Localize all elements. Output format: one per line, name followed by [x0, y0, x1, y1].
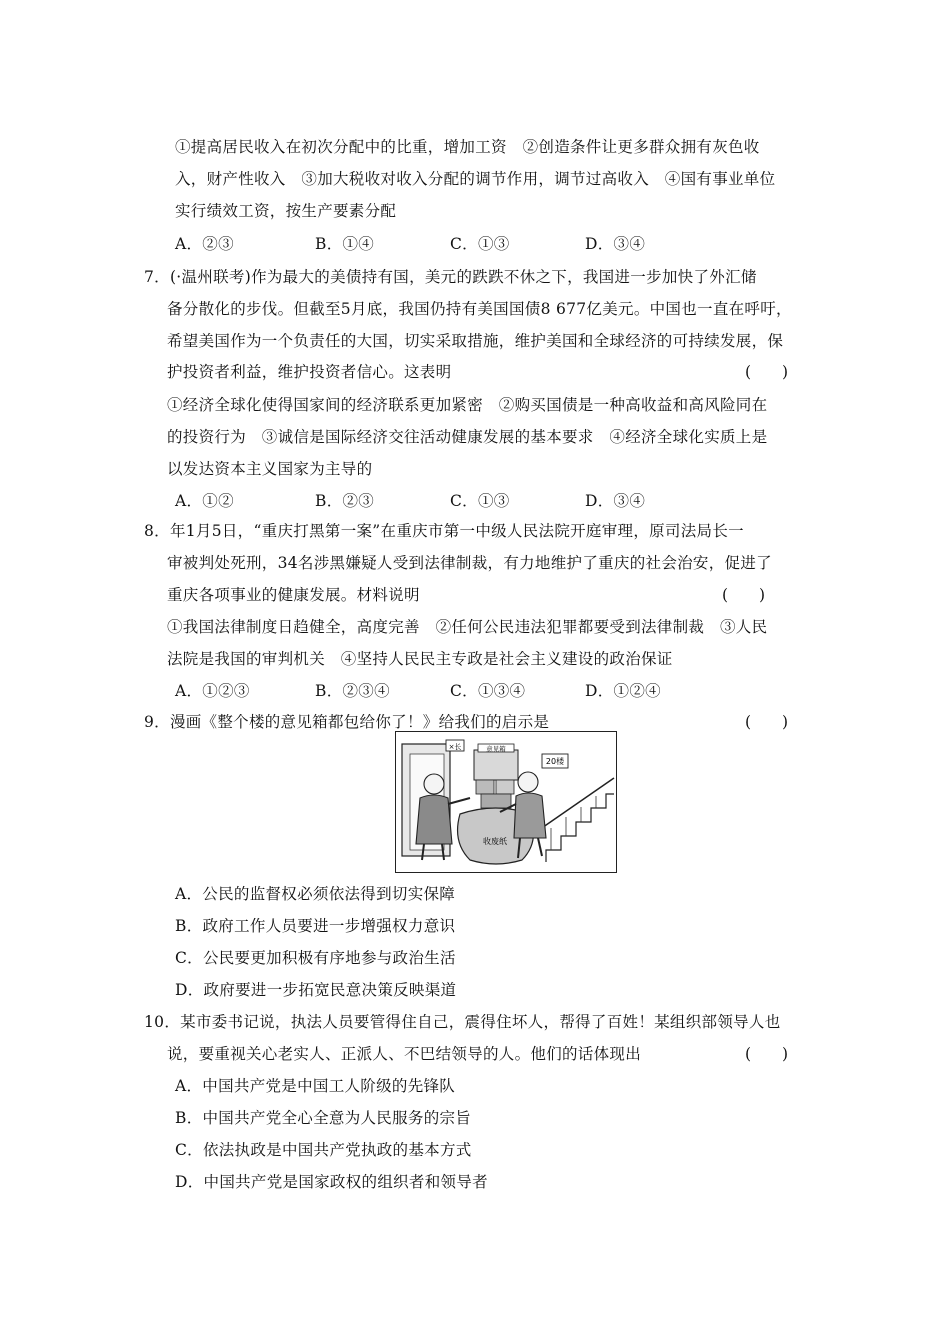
q6-option-c: C．①③: [450, 235, 510, 253]
q6-statement-line-1: ①提高居民收入在初次分配中的比重，增加工资 ②创造条件让更多群众拥有灰色收: [175, 138, 760, 156]
q7-statement-line-1: ①经济全球化使得国家间的经济联系更加紧密 ②购买国债是一种高收益和高风险同在: [167, 396, 768, 414]
q9-option-c: C．公民要更加积极有序地参与政治生活: [175, 949, 456, 967]
q6-statement-line-3: 实行绩效工资，按生产要素分配: [175, 202, 397, 220]
q7-option-a: A．①②: [175, 492, 234, 510]
collector-body: [514, 793, 546, 838]
official-body: [416, 795, 452, 844]
q10-stem-line-1: 10．某市委书记说，执法人员要管得住自己，震得住坏人，帮得了百姓！某组织部领导人也: [144, 1013, 781, 1031]
q10-stem-line-2: 说，要重视关心老实人、正派人、不巴结领导的人。他们的话体现出: [167, 1045, 642, 1063]
door-sign-text: ×长: [448, 743, 462, 751]
q10-answer-paren: ( ): [745, 1045, 789, 1063]
q7-statement-line-2: 的投资行为 ③诚信是国际经济交往活动健康发展的基本要求 ④经济全球化实质上是: [167, 428, 768, 446]
q8-statement-line-1: ①我国法律制度日趋健全，高度完善 ②任何公民违法犯罪都要受到法律制裁 ③人民: [167, 618, 768, 636]
q9-answer-paren: ( ): [745, 713, 789, 731]
q7-statement-line-3: 以发达资本主义国家为主导的: [167, 460, 373, 478]
q7-stem-line-2: 备分散化的步伐。但截至5月底，我国仍持有美国国债8 677亿美元。中国也一直在呼吁，: [167, 300, 792, 318]
official-head: [424, 774, 444, 794]
q9-option-a: A．公民的监督权必须依法得到切实保障: [175, 885, 456, 903]
sack-label: 收废纸: [483, 837, 507, 846]
q7-answer-paren: ( ): [745, 363, 789, 381]
q8-stem-line-3: 重庆各项事业的健康发展。材料说明: [167, 586, 420, 604]
staircase: [546, 794, 614, 862]
q8-statement-line-2: 法院是我国的审判机关 ④坚持人民民主专政是社会主义建设的政治保证: [167, 650, 673, 668]
q10-option-b: B．中国共产党全心全意为人民服务的宗旨: [175, 1109, 472, 1127]
q7-stem-line-1: 7．(·温州联考)作为最大的美债持有国，美元的跌跌不休之下，我国进一步加快了外汇储: [144, 268, 757, 286]
q6-option-b: B．①④: [315, 235, 375, 253]
q6-statement-line-2: 入，财产性收入 ③加大税收对收入分配的调节作用，调节过高收入 ④国有事业单位: [175, 170, 776, 188]
q7-option-d: D．③④: [585, 492, 646, 510]
q10-option-d: D．中国共产党是国家政权的组织者和领导者: [175, 1173, 488, 1191]
box-label: 意见箱: [486, 745, 506, 753]
floor-sign-text: 20楼: [545, 757, 565, 766]
q8-option-c: C．①③④: [450, 682, 526, 700]
q10-option-a: A．中国共产党是中国工人阶级的先锋队: [175, 1077, 456, 1095]
q7-stem-line-4: 护投资者利益，维护投资者信心。这表明: [167, 363, 452, 381]
collector-head: [518, 772, 538, 792]
q7-stem-line-3: 希望美国作为一个负责任的大国，切实采取措施，维护美国和全球经济的可持续发展，保: [167, 332, 784, 350]
q7-option-c: C．①③: [450, 492, 510, 510]
q9-stem-line-1: 9．漫画《整个楼的意见箱都包给你了！》给我们的启示是: [144, 713, 550, 731]
suggestion-box: [474, 750, 518, 780]
q8-stem-line-1: 8．年1月5日，“重庆打黑第一案”在重庆市第一中级人民法院开庭审理，原司法局长一: [144, 522, 744, 540]
q9-cartoon: [395, 731, 617, 873]
q8-option-a: A．①②③: [175, 682, 250, 700]
q8-stem-line-2: 审被判处死刑，34名涉黑嫌疑人受到法律制裁，有力地维护了重庆的社会治安，促进了: [167, 554, 772, 572]
q10-option-c: C．依法执政是中国共产党执政的基本方式: [175, 1141, 472, 1159]
q7-option-b: B．②③: [315, 492, 375, 510]
q8-option-b: B．②③④: [315, 682, 390, 700]
handrail: [536, 778, 614, 832]
q8-answer-paren: ( ): [722, 586, 766, 604]
q6-option-a: A．②③: [175, 235, 234, 253]
q6-option-d: D．③④: [585, 235, 646, 253]
q8-option-d: D．①②④: [585, 682, 661, 700]
q9-option-d: D．政府要进一步拓宽民意决策反映渠道: [175, 981, 457, 999]
q9-option-b: B．政府工作人员要进一步增强权力意识: [175, 917, 456, 935]
q9-cartoon-drawing: [396, 732, 616, 872]
